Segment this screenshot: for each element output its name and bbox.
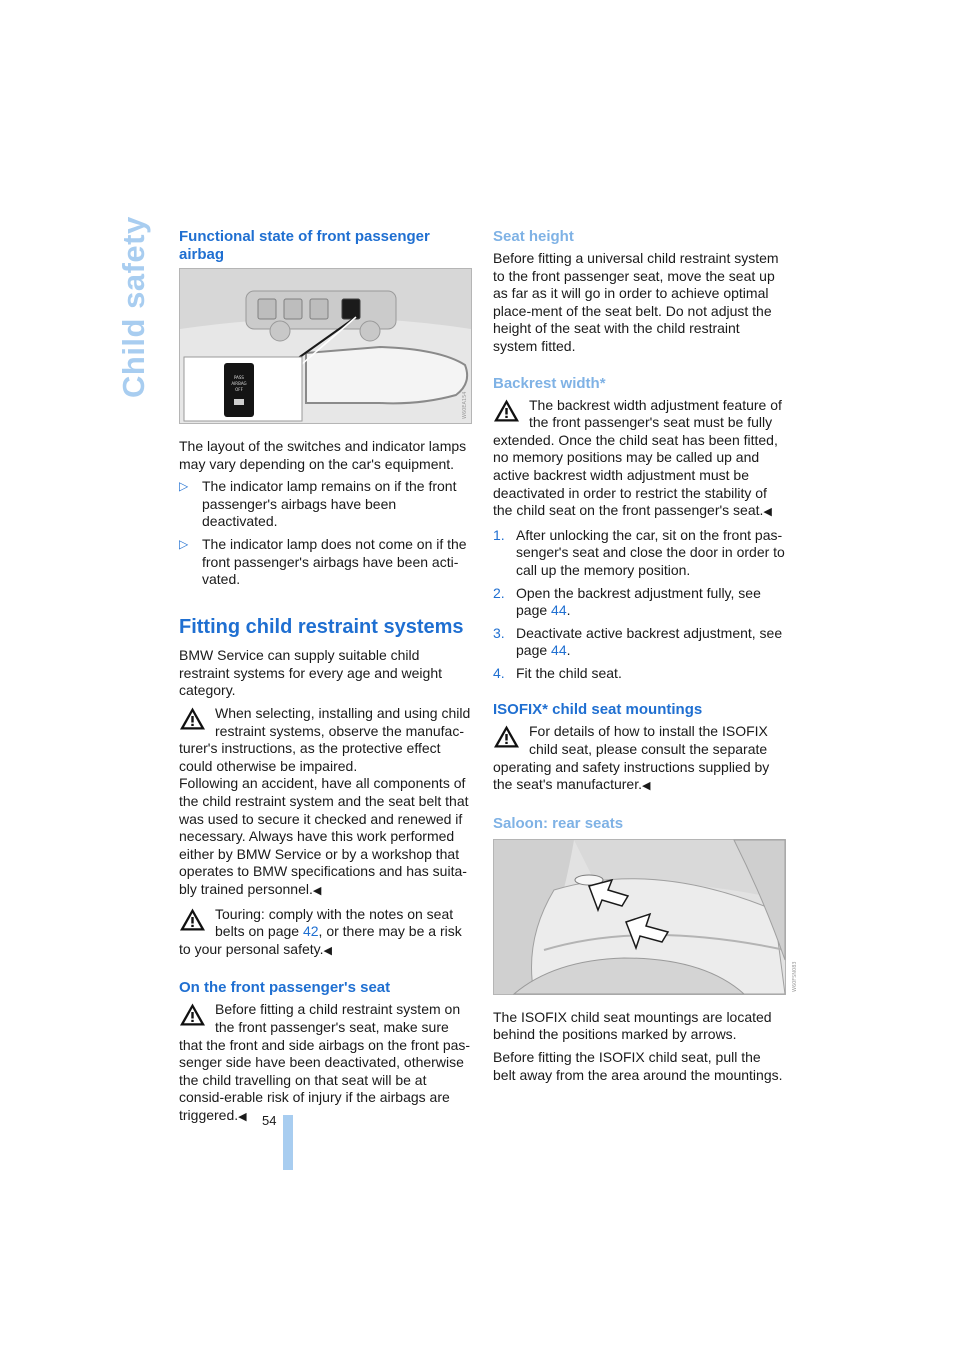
side-chapter-title: Child safety [116,216,151,398]
list-item-text: The indicator lamp does not come on if the front passenger's airbags have been acti-vated. [202,535,467,588]
end-mark-icon: ◀ [763,506,772,519]
step-text-end: . [566,602,571,619]
step-number: 2. [493,584,505,601]
warning-text: When selecting, installing and using child restraint systems, observe the manufac-turer's instructions, as the protective effect could otherwise be impaired. [179,705,471,774]
right-column [493,228,798,1089]
list-item-text: The indicator lamp remains on if the front passenger's airbags have been deactivated. [202,478,457,530]
triangle-bullet-icon: ▷ [179,536,189,551]
list-item [493,665,785,683]
seat-height-text: Before fitting a universal child restraint system to the front passenger seat, move the seat up as far as it will go in order to achieve optimal place-ment of the seat belt. Do not adjust the height of the seat with the child restraint system fitted. [493,250,779,354]
warning-triangle-icon [493,398,520,423]
warning-block [493,723,785,795]
page-link-44[interactable]: 44 [551,602,567,619]
warning-block [179,1001,471,1126]
warning-text: The backrest width adjustment feature of the front passenger's seat must be fully extended. Once the child seat has been fitted, no memory positions may be called up and active backrest width adjustment must be deactivated in order to restrict the stability of the child seat on the front passenger's seat. [493,396,782,519]
isofix-location-text: The ISOFIX child seat mountings are located behind the positions marked by arrows. [493,1008,772,1043]
saloon-heading: Saloon: rear seats [493,814,624,832]
warning-triangle-icon [179,907,206,932]
warning-block [179,705,471,901]
list-item [179,536,471,589]
svg-text:PASS: PASS [234,375,244,380]
end-mark-icon: ◀ [323,944,332,957]
end-mark-icon: ◀ [641,780,651,793]
functional-state-heading: Functional state of front passenger airbag [179,228,430,263]
page-link-44[interactable]: 44 [551,642,567,659]
step-text-end: . [566,642,571,659]
backrest-heading: Backrest width* [493,374,606,392]
list-item [179,478,471,531]
warning-text: , or there may be a risk to your personal safety. [179,923,462,957]
page-tab-marker [283,1115,293,1170]
rear-seat-illustration [494,840,798,994]
warning-block [493,397,785,522]
front-seat-heading: On the front passenger's seat [179,979,391,997]
fitting-heading: Fitting child restraint systems [179,615,464,638]
layout-note: The layout of the switches and indicator lamps may vary depending on the car's equipment. [179,438,467,472]
step-text: Deactivate active backrest adjustment, see page [516,624,783,659]
indicator-lamp-list [179,478,471,589]
warning-block [179,906,471,961]
list-item [493,625,785,660]
end-mark-icon: ◀ [312,884,322,897]
svg-text:AIRBAG: AIRBAG [231,381,247,386]
overhead-console-illustration [180,269,471,423]
step-number: 4. [493,664,505,681]
warning-triangle-icon [179,706,206,731]
figure-code: W60EA154 [462,391,468,419]
figure-code: W60FSN083 [792,961,798,992]
backrest-steps [493,527,785,683]
left-column [179,228,471,1132]
rear-seat-figure [493,839,798,995]
end-mark-icon: ◀ [238,1110,247,1123]
fitting-intro: BMW Service can supply suitable child restraint systems for every age and weight category. [179,647,443,699]
warning-text: Touring: comply with the notes on seat belts on page [215,905,454,940]
page-number: 54 [262,1113,277,1128]
seat-height-heading: Seat height [493,228,574,245]
warning-text-continued: Following an accident, have all components of the child restraint system and the seat belt that was used to secure it checked and renewed if necessary. Always have this work performed either by BMW Service or by a workshop that operates to BMW specifications and has suita-bly trained personnel. [179,775,469,897]
triangle-bullet-icon: ▷ [179,479,189,494]
isofix-belt-text: Before fitting the ISOFIX child seat, pull the belt away from the area around the mountings. [493,1049,783,1083]
step-text: After unlocking the car, sit on the front pas-senger's seat and close the door in order to call up the memory position. [516,526,785,578]
step-number: 3. [493,624,505,641]
step-text: Fit the child seat. [516,664,622,681]
step-number: 1. [493,526,505,543]
warning-text: For details of how to install the ISOFIX child seat, please consult the separate operating and safety instructions supplied by the seat's manufacturer. [493,723,770,793]
list-item [493,527,785,580]
warning-triangle-icon [493,724,520,749]
svg-text:OFF: OFF [235,387,243,392]
airbag-switch-figure [179,268,472,424]
list-item [493,585,785,620]
isofix-heading: ISOFIX* child seat mountings [493,701,703,719]
warning-triangle-icon [179,1002,206,1027]
page-link-42[interactable]: 42 [302,923,319,940]
step-text: Open the backrest adjustment fully, see page [516,584,761,619]
warning-text: Before fitting a child restraint system on the front passenger's seat, make sure that the front and side airbags on the front pas-senger side have been deactivated, otherwise the child travelling on that seat will be at consid-erable risk of injury if the airbags are triggered. [179,1001,471,1123]
